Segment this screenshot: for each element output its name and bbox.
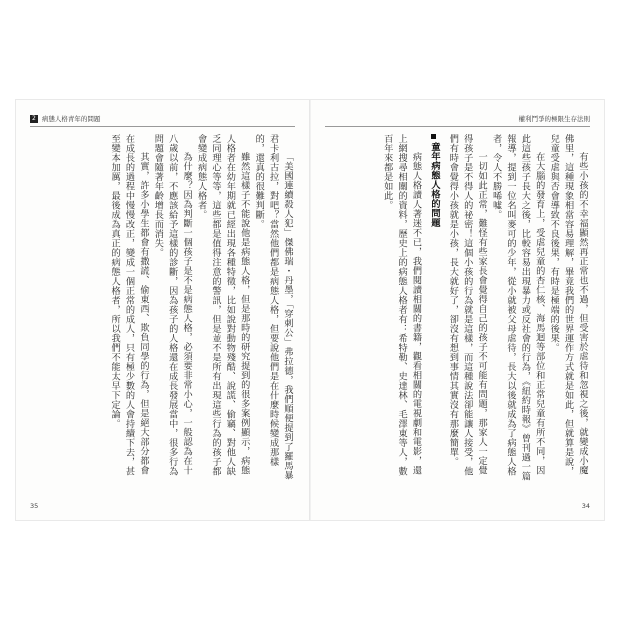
paragraph: 在大腦的發育上，受虐兒童的杏仁核、海馬迴等部位和正常兒童有所不同，因此這些孩子長大之後，比較容易出現暴力或反社會的行為，《紐約時報》曾刊過一篇報導，提到一位名叫麥可的少年，從小就被父母虐待，長大以後就成為了病態人格者，令人不勝唏噓。 xyxy=(490,134,545,481)
running-header-right: 權利鬥爭的極限生存法則 xyxy=(518,115,590,123)
chapter-number-badge: 2 xyxy=(32,115,36,122)
header-rule xyxy=(325,126,590,127)
paragraph: 病態人格讀人著迷不已，我們閱讀相關的書籍，觀看相關的電視劇和電影，還上網搜尋相關的資料，歷史上的病態人格者有：希特勒、史達林、毛澤東等人，數百年來都是如此。 xyxy=(381,134,422,476)
paragraph: 雖然這樣子不能說他是病態人格，但是那時的研究提到的很多案例顯示，病態人格者在幼年期就已經出現各種特徵，比如說對動物殘酷、說謊、偷竊、對他人缺乏同理心等等，這些都是值得注意的警訊，但是並不是所有出現這些行為的孩子都會變成病態人格者。 xyxy=(195,134,250,476)
paragraph: 為什麼？因為判斷一個孩子是不是病態人格，必須要非常小心，一般認為在十八歲以前，不應該給予這樣的診斷，因為孩子的人格還在成長發展當中，很多行為問題會隨著年齡增長而消失。 xyxy=(152,134,193,476)
paragraph: 一切如此正常，難怪有些家長會覺得自己的孩子不可能有問題，那家人一定覺得孩子是不得人的祕密！這個小孩的行為就是這樣，而這種說法卻能讓人接受，他們有時會覺得小孩就是小孩，長大就好了，卻沒有想到事情其實沒有那麼簡單。 xyxy=(447,134,488,476)
paragraph: 「美國連續殺人犯」傑佛瑞・丹墨，「穿刺公」弗拉德，我們順便提到了羅馬暴君卡利古拉，對吧？當然他們都是病態人格，但要說他們是在什麼時候變成那樣的，還真的很難判斷。 xyxy=(253,134,293,481)
paragraph: 有些小孩的不幸福顯然再正常也不過，但受害於虐待和忽視之後，就變成小魔佛里，這種現象相當容易理解，畢竟我們的世界運作方式就是如此，但就算是說，兒童受虐與否會導致不良後果，有時是極端的後果。 xyxy=(548,134,588,476)
section-heading-text: 童年病態人格的問題 xyxy=(428,142,440,228)
book-spread xyxy=(16,100,604,520)
page-number-left: 35 xyxy=(30,502,39,510)
running-header-text: 病態人格青年的問題 xyxy=(41,115,101,123)
right-page-body xyxy=(325,134,589,484)
running-header-left xyxy=(30,114,100,123)
page-number-right: 34 xyxy=(581,502,590,510)
header-rule xyxy=(30,126,295,127)
square-bullet-icon xyxy=(431,134,436,139)
paragraph: 其實，許多小學生都會有撒謊、偷東西、欺負同學的行為，但是絕大部分都會在成長的過程中慢慢改正，變成一個正常的成人，只有極少數的人會持續下去，甚至變本加厲，最後成為真正的病態人格者，所以我們不能太早下定論。 xyxy=(109,134,149,476)
section-heading xyxy=(427,134,441,484)
left-page xyxy=(16,100,309,520)
right-page xyxy=(311,100,604,520)
left-page-body xyxy=(32,134,294,484)
